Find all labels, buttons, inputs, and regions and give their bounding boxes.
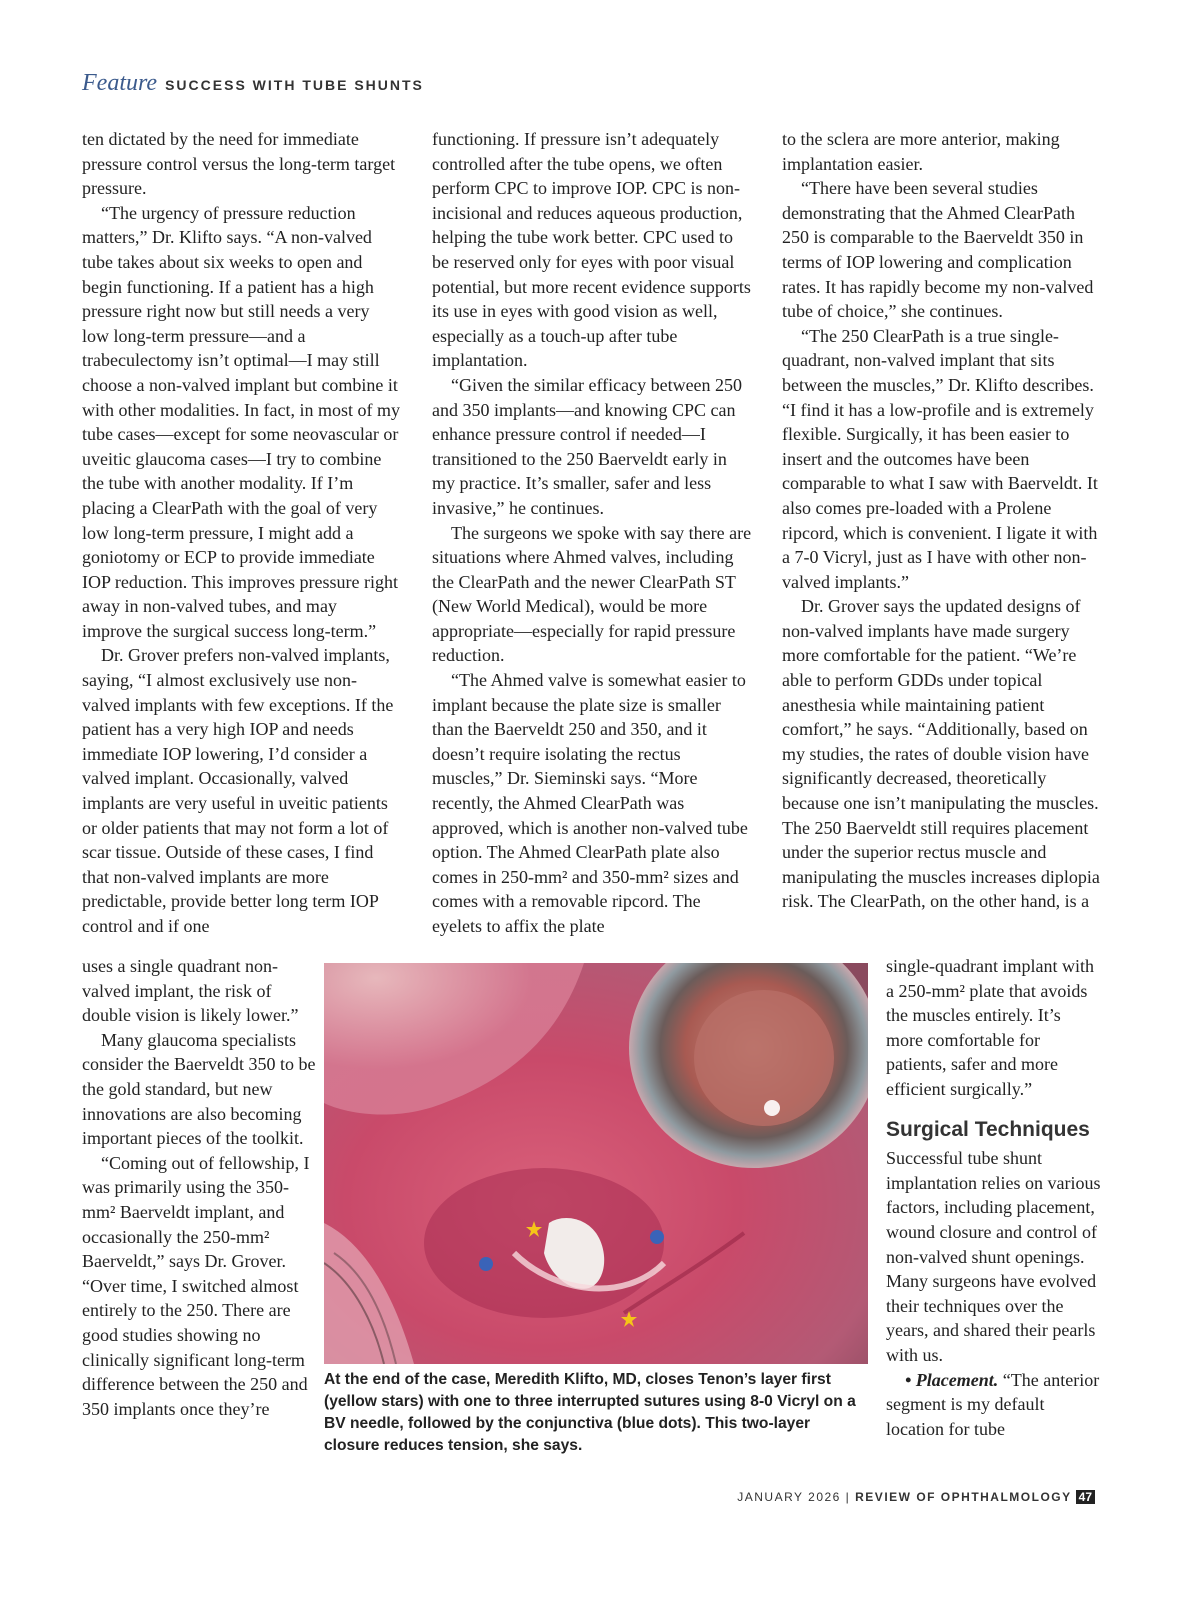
paragraph: functioning. If pressure isn’t adequately controlled after the tube opens, we often perform CPC to improve IOP. CPC is non-incisional and reduces aqueous production, helping the tube work better. CPC used to be reserved only for eyes with poor visual potential, but more recent evidence supports its use in eyes with good vision as well, especially as a touch-up after tube implantation.: [432, 129, 751, 371]
blue-dot: [650, 1230, 664, 1244]
section-label: Feature: [82, 70, 158, 96]
page-header: [82, 70, 424, 97]
paragraph: ten dictated by the need for immediate pressure control versus the long-term target pressure.: [82, 129, 396, 199]
paragraph: The surgeons we spoke with say there are situations where Ahmed valves, including the ClearPath and the newer ClearPath ST (New World Medical), would be more appropriate—especially for rapid pressure reduction.: [432, 522, 752, 666]
eye-surgery-illustration: [324, 963, 868, 1364]
paragraph: Dr. Grover prefers non-valved implants, saying, “I almost exclusively use non-valved implants with few exceptions. If the patient has a very high IOP and needs immediate IOP lowering, I’d consider a valved implant. Occasionally, valved implants are very useful in uveitic patients or older patients that may not form a lot of scar tissue. Outside of these cases, I find that non-valved implants are more predictable, provide better long term IOP control and if one: [82, 645, 394, 936]
paragraph: Many glaucoma specialists consider the Baerveldt 350 to be the gold standard, but new innovations are also becoming important pieces of the toolkit.: [82, 1029, 316, 1149]
paragraph: single-quadrant implant with a 250-mm² plate that avoids the muscles entirely. It’s more comfortable for patients, safer and more efficient surgically.”: [886, 956, 1094, 1099]
column-2: [432, 127, 752, 939]
issue-date: JANUARY 2026: [737, 1490, 841, 1504]
paragraph: to the sclera are more anterior, making implantation easier.: [782, 129, 1060, 174]
paragraph: “The urgency of pressure reduction matters,” Dr. Klifto says. “A non-valved tube takes about six weeks to open and begin functioning. If a patient has a high pressure right now but still needs a very low long-term pressure—and a trabeculectomy isn’t optimal—I may still choose a non-valved implant but combine it with other modalities. In fact, in most of my tube cases—except for some neovascular or uveitic glaucoma cases—I try to combine the tube with another modality. If I’m placing a ClearPath with the goal of very low long-term pressure, I might add a goniotomy or ECP to provide immediate IOP reduction. This improves pressure right away in non-valved tubes, and may improve the surgical success long-term.”: [82, 202, 400, 641]
surgical-photo: [324, 963, 868, 1364]
paragraph: Successful tube shunt implantation relies on various factors, including placement, wound closure and control of non-valved shunt openings. Many surgeons have evolved their techniques over the years, and shared their pearls with us.: [886, 1148, 1101, 1365]
column-1: [82, 127, 400, 939]
paragraph: “There have been several studies demonstrating that the Ahmed ClearPath 250 is comparable to the Baerveldt 350 in terms of IOP lowering and complication rates. It has rapidly become my non-valved tube of choice,” she continues.: [782, 178, 1094, 322]
column-1-continued: [82, 954, 317, 1421]
paragraph: “The Ahmed valve is somewhat easier to implant because the plate size is smaller than the Baerveldt 250 and 350, and it doesn’t require isolating the rectus muscles,” Dr. Sieminski says. “More recently, the Ahmed ClearPath was approved, which is another non-valved tube option. The Ahmed ClearPath plate also comes in 250-mm² and 350-mm² sizes and comes with a removable ripcord. The eyelets to affix the plate: [432, 670, 748, 936]
magazine-name: REVIEW OF OPHTHALMOLOGY: [855, 1490, 1072, 1504]
section-heading: Surgical Techniques: [886, 1117, 1090, 1141]
paragraph: Dr. Grover says the updated designs of non-valved implants have made surgery more comfortable for the patient. “We’re able to perform GDDs under topical anesthesia while maintaining patient comfort,” he says. “Additionally, based on my studies, the rates of double vision have significantly decreased, theoretically because one isn’t manipulating the muscles. The 250 Baerveldt still requires placement under the superior rectus muscle and manipulating the muscles increases diplopia risk. The ClearPath, on the other hand, is a: [782, 596, 1100, 912]
bullet-text: “The anterior segment is my default location for tube: [886, 1369, 1100, 1439]
column-3: [782, 127, 1100, 914]
footer-separator: |: [840, 1490, 856, 1504]
page-footer: [737, 1490, 1095, 1504]
paragraph: “Given the similar efficacy between 250 and 350 implants—and knowing CPC can enhance pressure control if needed—I transitioned to the 250 Baerveldt early in my practice. It’s smaller, safer and less invasive,” he continues.: [432, 374, 743, 518]
photo-caption: At the end of the case, Meredith Klifto, MD, closes Tenon’s layer first (yellow stars) with one to three interrupted sutures using 8-0 Vicryl on a BV needle, followed by the conjunctiva (blue dots). This two-layer closure reduces tension, she says.: [324, 1371, 856, 1454]
paragraph: “The 250 ClearPath is a true single-quadrant, non-valved implant that sits between the muscles,” Dr. Klifto describes. “I find it has a low-profile and is extremely flexible. Surgically, it has been easier to insert and the outcomes have been comparable to what I saw with Baerveldt. It also comes pre-loaded with a Prolene ripcord, which is convenient. I ligate it with a 7-0 Vicryl, just as I have with other non-valved implants.”: [782, 325, 1098, 592]
column-3-continued: [886, 954, 1102, 1441]
bullet-label: • Placement.: [905, 1369, 999, 1390]
page-number: 47: [1076, 1490, 1095, 1504]
paragraph: “Coming out of fellowship, I was primarily using the 350-mm² Baerveldt implant, and occasionally the 250-mm² Baerveldt,” says Dr. Grover. “Over time, I switched almost entirely to the 250. There are good studies showing no clinically significant long-term difference between the 250 and 350 implants once they’re: [82, 1152, 310, 1419]
blue-dot: [479, 1257, 493, 1271]
paragraph: [886, 1368, 1102, 1442]
article-topic: SUCCESS WITH TUBE SHUNTS: [165, 77, 424, 93]
paragraph: uses a single quadrant non-valved implant, the risk of double vision is likely lower.”: [82, 956, 299, 1026]
